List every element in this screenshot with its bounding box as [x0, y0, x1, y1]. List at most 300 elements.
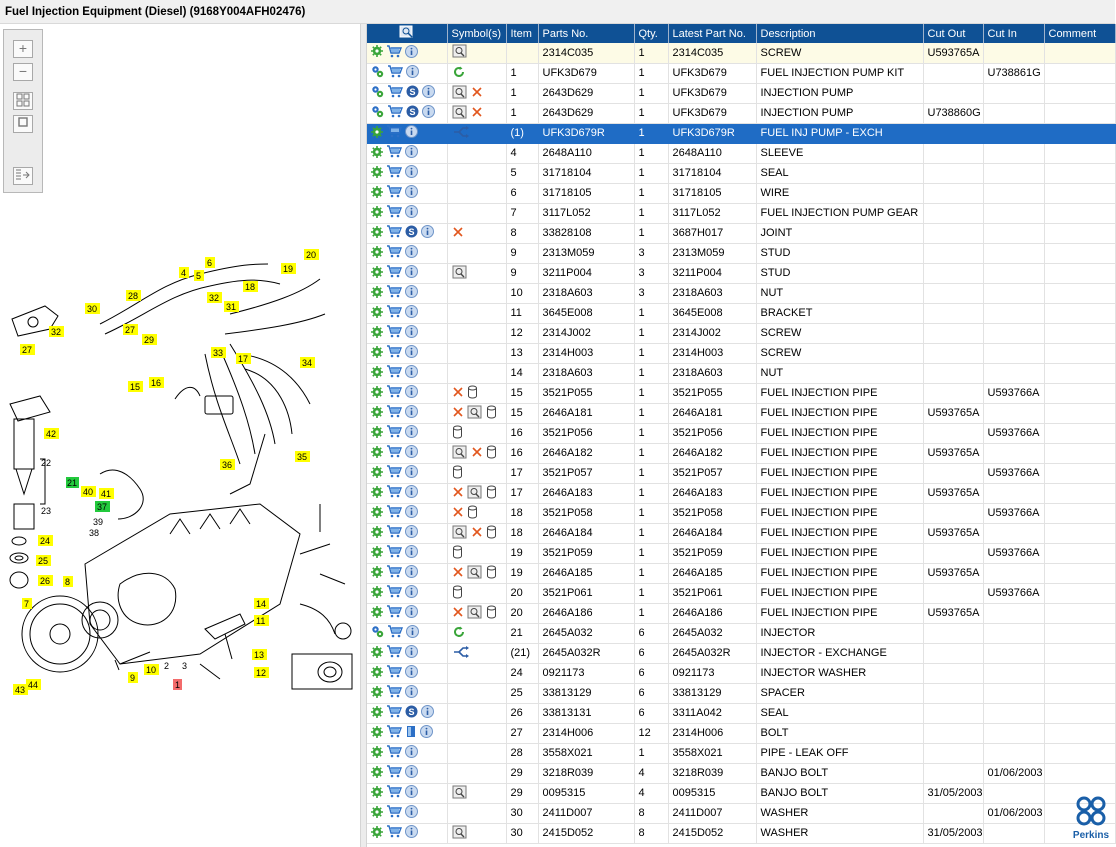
comment-cell [1044, 223, 1115, 243]
settings-gear-icon[interactable] [371, 506, 383, 521]
column-header-comment[interactable]: Comment [1044, 24, 1115, 43]
add-to-cart-icon[interactable] [386, 545, 402, 561]
qty-cell: 1 [634, 603, 668, 623]
add-to-cart-icon[interactable] [386, 125, 402, 141]
column-header-item[interactable]: Item [506, 24, 538, 43]
table-row[interactable] [367, 483, 1115, 503]
info-icon[interactable] [421, 705, 434, 721]
assembly-gears-icon[interactable] [371, 625, 384, 641]
info-icon[interactable] [405, 185, 418, 201]
cut-in-cell [983, 723, 1044, 743]
svg-text:21: 21 [67, 478, 78, 488]
settings-gear-icon[interactable] [371, 546, 383, 561]
column-header-cut-out[interactable]: Cut Out [923, 24, 983, 43]
add-to-cart-icon[interactable] [387, 105, 403, 121]
table-row[interactable] [367, 723, 1115, 743]
table-row[interactable] [367, 543, 1115, 563]
qty-cell: 1 [634, 463, 668, 483]
add-to-cart-icon[interactable] [386, 825, 402, 841]
comment-cell [1044, 123, 1115, 143]
settings-gear-icon[interactable] [371, 806, 383, 821]
actual-size-icon[interactable] [13, 115, 33, 133]
row-actions-cell [367, 303, 447, 323]
info-icon[interactable] [422, 85, 435, 101]
info-icon[interactable] [405, 745, 418, 761]
column-header-description[interactable]: Description [756, 24, 923, 43]
exploded-view-icon[interactable] [452, 525, 468, 542]
comment-cell [1044, 563, 1115, 583]
service-info-icon[interactable] [406, 85, 419, 101]
info-icon[interactable] [405, 545, 418, 561]
item-cell: 20 [506, 583, 538, 603]
add-to-cart-icon[interactable] [386, 585, 402, 601]
svg-text:8: 8 [65, 577, 71, 587]
exploded-view-icon[interactable] [467, 485, 483, 502]
add-to-cart-icon[interactable] [386, 265, 402, 281]
settings-gear-icon[interactable] [371, 466, 383, 481]
info-icon[interactable] [405, 685, 418, 701]
add-to-cart-icon[interactable] [386, 405, 402, 421]
cylinder-icon[interactable] [452, 585, 463, 602]
cut-in-cell [983, 603, 1044, 623]
cut-out-cell [923, 143, 983, 163]
settings-gear-icon[interactable] [371, 126, 383, 141]
settings-gear-icon[interactable] [371, 406, 383, 421]
svg-text:35: 35 [297, 452, 308, 462]
cylinder-icon[interactable] [486, 405, 497, 422]
add-to-cart-icon[interactable] [386, 365, 402, 381]
superseded-x-icon[interactable] [452, 606, 464, 621]
info-icon[interactable] [406, 65, 419, 81]
settings-gear-icon[interactable] [371, 166, 383, 181]
table-row[interactable] [367, 43, 1115, 63]
info-icon[interactable] [405, 45, 418, 61]
info-icon[interactable] [405, 325, 418, 341]
column-header-parts-no[interactable]: Parts No. [538, 24, 634, 43]
exploded-view-icon[interactable] [452, 105, 468, 122]
info-icon[interactable] [405, 585, 418, 601]
description-cell: WASHER [756, 803, 923, 823]
latest-part-no-cell: 2318A603 [668, 363, 756, 383]
info-icon[interactable] [422, 105, 435, 121]
table-row[interactable] [367, 523, 1115, 543]
cylinder-icon[interactable] [452, 545, 463, 562]
symbols-cell [447, 683, 506, 703]
add-to-cart-icon[interactable] [386, 805, 402, 821]
cylinder-icon[interactable] [486, 445, 497, 462]
settings-gear-icon[interactable] [371, 646, 383, 661]
add-to-cart-icon[interactable] [386, 605, 402, 621]
settings-gear-icon[interactable] [371, 486, 383, 501]
info-icon[interactable] [405, 405, 418, 421]
exploded-view-icon[interactable] [452, 445, 468, 462]
superseded-x-icon[interactable] [471, 86, 483, 101]
cylinder-icon[interactable] [452, 425, 463, 442]
row-actions-cell [367, 43, 447, 63]
exploded-view-icon[interactable] [452, 825, 468, 842]
exploded-view-icon[interactable] [452, 85, 468, 102]
symbols-cell [447, 763, 506, 783]
add-to-cart-icon[interactable] [386, 325, 402, 341]
table-row[interactable] [367, 303, 1115, 323]
description-cell: FUEL INJECTION PUMP KIT [756, 63, 923, 83]
reman-refresh-icon[interactable] [452, 65, 466, 82]
add-to-cart-icon[interactable] [386, 145, 402, 161]
settings-gear-icon[interactable] [371, 306, 383, 321]
table-row[interactable] [367, 163, 1115, 183]
add-to-cart-icon[interactable] [386, 385, 402, 401]
symbols-cell [447, 443, 506, 463]
cylinder-icon[interactable] [486, 605, 497, 622]
table-row[interactable] [367, 383, 1115, 403]
add-to-cart-icon[interactable] [386, 285, 402, 301]
symbols-cell [447, 503, 506, 523]
settings-gear-icon[interactable] [371, 346, 383, 361]
info-icon[interactable] [420, 725, 433, 741]
table-row[interactable] [367, 823, 1115, 843]
info-icon[interactable] [405, 285, 418, 301]
cut-out-cell: U593765A [923, 523, 983, 543]
settings-gear-icon[interactable] [371, 206, 383, 221]
parts-no-cell: 3117L052 [538, 203, 634, 223]
table-row[interactable] [367, 643, 1115, 663]
settings-gear-icon[interactable] [371, 666, 383, 681]
settings-gear-icon[interactable] [371, 226, 383, 241]
table-row[interactable] [367, 403, 1115, 423]
exchange-arrow-icon[interactable] [452, 125, 470, 142]
add-to-cart-icon[interactable] [386, 645, 402, 661]
info-icon[interactable] [405, 205, 418, 221]
row-actions-cell [367, 683, 447, 703]
table-row[interactable] [367, 243, 1115, 263]
cut-out-cell: U593765A [923, 443, 983, 463]
settings-gear-icon[interactable] [371, 766, 383, 781]
info-icon[interactable] [405, 565, 418, 581]
settings-gear-icon[interactable] [371, 286, 383, 301]
info-icon[interactable] [406, 625, 419, 641]
table-row[interactable] [367, 783, 1115, 803]
table-row[interactable] [367, 503, 1115, 523]
settings-gear-icon[interactable] [371, 246, 383, 261]
qty-cell: 1 [634, 343, 668, 363]
fit-page-icon[interactable] [13, 92, 33, 110]
table-row[interactable] [367, 63, 1115, 83]
add-to-cart-icon[interactable] [386, 785, 402, 801]
table-row[interactable] [367, 563, 1115, 583]
cut-in-cell [983, 103, 1044, 123]
info-icon[interactable] [405, 305, 418, 321]
add-to-cart-icon[interactable] [386, 185, 402, 201]
add-to-cart-icon[interactable] [386, 345, 402, 361]
add-to-cart-icon[interactable] [386, 485, 402, 501]
table-row[interactable] [367, 183, 1115, 203]
settings-gear-icon[interactable] [371, 186, 383, 201]
table-row[interactable] [367, 423, 1115, 443]
cut-in-cell [983, 743, 1044, 763]
add-to-cart-icon[interactable] [386, 465, 402, 481]
add-to-cart-icon[interactable] [386, 165, 402, 181]
column-header-cut-in[interactable]: Cut In [983, 24, 1044, 43]
table-row[interactable] [367, 663, 1115, 683]
add-to-cart-icon[interactable] [386, 225, 402, 241]
cylinder-icon[interactable] [486, 525, 497, 542]
superseded-x-icon[interactable] [452, 486, 464, 501]
add-to-cart-icon[interactable] [386, 305, 402, 321]
svg-text:S: S [409, 87, 416, 97]
item-cell: 1 [506, 63, 538, 83]
table-row[interactable] [367, 143, 1115, 163]
table-row[interactable] [367, 763, 1115, 783]
document-book-icon[interactable] [405, 725, 417, 741]
cut-in-cell: U593766A [983, 503, 1044, 523]
row-actions-cell [367, 423, 447, 443]
info-icon[interactable] [405, 245, 418, 261]
exploded-view-icon[interactable] [452, 265, 468, 282]
info-icon[interactable] [405, 825, 418, 841]
add-to-cart-icon[interactable] [386, 705, 402, 721]
settings-gear-icon[interactable] [371, 686, 383, 701]
svg-text:33: 33 [213, 348, 224, 358]
latest-part-no-cell: 3558X021 [668, 743, 756, 763]
info-icon[interactable] [405, 445, 418, 461]
table-row[interactable] [367, 323, 1115, 343]
info-icon[interactable] [405, 525, 418, 541]
parts-no-cell: 3521P061 [538, 583, 634, 603]
settings-gear-icon[interactable] [371, 266, 383, 281]
add-to-cart-icon[interactable] [387, 85, 403, 101]
qty-cell: 1 [634, 123, 668, 143]
info-icon[interactable] [405, 505, 418, 521]
assembly-gears-icon[interactable] [371, 85, 384, 101]
add-to-cart-icon[interactable] [386, 45, 402, 61]
info-icon[interactable] [405, 385, 418, 401]
settings-gear-icon[interactable] [371, 386, 383, 401]
service-info-icon[interactable] [405, 705, 418, 721]
cylinder-icon[interactable] [467, 385, 478, 402]
settings-gear-icon[interactable] [371, 606, 383, 621]
info-icon[interactable] [405, 665, 418, 681]
table-row[interactable] [367, 583, 1115, 603]
superseded-x-icon[interactable] [452, 506, 464, 521]
superseded-x-icon[interactable] [452, 406, 464, 421]
superseded-x-icon[interactable] [452, 566, 464, 581]
exploded-view-icon[interactable] [452, 785, 468, 802]
exploded-view-icon[interactable] [452, 44, 468, 61]
table-row[interactable] [367, 603, 1115, 623]
add-to-cart-icon[interactable] [386, 425, 402, 441]
row-actions-cell [367, 703, 447, 723]
add-to-cart-icon[interactable] [387, 65, 403, 81]
row-actions-cell [367, 523, 447, 543]
pane-splitter[interactable] [360, 24, 367, 847]
parts-no-cell: 2415D052 [538, 823, 634, 843]
info-icon[interactable] [405, 365, 418, 381]
table-row[interactable] [367, 223, 1115, 243]
cut-out-cell: U593765A [923, 43, 983, 63]
info-icon[interactable] [405, 485, 418, 501]
info-icon[interactable] [405, 125, 418, 141]
cut-in-cell [983, 343, 1044, 363]
superseded-x-icon[interactable] [471, 446, 483, 461]
svg-text:7: 7 [24, 599, 30, 609]
zoom-out-icon[interactable]: − [13, 63, 33, 81]
symbols-cell [447, 403, 506, 423]
svg-text:17: 17 [238, 354, 249, 364]
info-icon[interactable] [405, 765, 418, 781]
service-info-icon[interactable] [405, 225, 418, 241]
superseded-x-icon[interactable] [471, 106, 483, 121]
row-actions-cell [367, 183, 447, 203]
symbols-cell [447, 123, 506, 143]
settings-gear-icon[interactable] [371, 566, 383, 581]
comment-cell [1044, 463, 1115, 483]
assembly-gears-icon[interactable] [371, 65, 384, 81]
item-cell: 19 [506, 543, 538, 563]
symbols-cell [447, 783, 506, 803]
latest-part-no-cell: 3311A042 [668, 703, 756, 723]
add-to-cart-icon[interactable] [387, 625, 403, 641]
symbols-cell [447, 223, 506, 243]
settings-gear-icon[interactable] [371, 326, 383, 341]
add-to-cart-icon[interactable] [386, 505, 402, 521]
description-cell: BRACKET [756, 303, 923, 323]
column-header-tools[interactable] [367, 24, 447, 43]
info-icon[interactable] [405, 805, 418, 821]
cylinder-icon[interactable] [486, 565, 497, 582]
table-row[interactable] [367, 123, 1115, 143]
info-icon[interactable] [421, 225, 434, 241]
table-row[interactable] [367, 463, 1115, 483]
symbols-cell [447, 83, 506, 103]
info-icon[interactable] [405, 605, 418, 621]
add-to-cart-icon[interactable] [386, 565, 402, 581]
add-to-cart-icon[interactable] [386, 665, 402, 681]
add-to-cart-icon[interactable] [386, 245, 402, 261]
item-cell: 13 [506, 343, 538, 363]
add-to-cart-icon[interactable] [386, 765, 402, 781]
settings-gear-icon[interactable] [371, 826, 383, 841]
column-header-latest-part-no[interactable]: Latest Part No. [668, 24, 756, 43]
cut-out-cell [923, 743, 983, 763]
symbols-cell [447, 623, 506, 643]
exploded-view-icon[interactable] [467, 565, 483, 582]
settings-gear-icon[interactable] [371, 366, 383, 381]
table-row[interactable] [367, 343, 1115, 363]
exchange-arrow-icon[interactable] [452, 645, 470, 662]
table-row[interactable] [367, 83, 1115, 103]
settings-gear-icon[interactable] [371, 786, 383, 801]
table-row[interactable] [367, 743, 1115, 763]
info-icon[interactable] [405, 465, 418, 481]
cylinder-icon[interactable] [452, 465, 463, 482]
table-row[interactable] [367, 263, 1115, 283]
reman-refresh-icon[interactable] [452, 625, 466, 642]
info-icon[interactable] [405, 145, 418, 161]
qty-cell: 6 [634, 623, 668, 643]
cut-in-cell [983, 643, 1044, 663]
description-cell: FUEL INJECTION PIPE [756, 443, 923, 463]
row-actions-cell [367, 823, 447, 843]
info-icon[interactable] [405, 345, 418, 361]
parts-no-cell: 3645E008 [538, 303, 634, 323]
settings-gear-icon[interactable] [371, 726, 383, 741]
zoom-in-icon[interactable]: + [13, 40, 33, 58]
settings-gear-icon[interactable] [371, 706, 383, 721]
settings-gear-icon[interactable] [371, 586, 383, 601]
add-to-cart-icon[interactable] [386, 725, 402, 741]
table-row[interactable] [367, 703, 1115, 723]
table-row[interactable] [367, 283, 1115, 303]
service-info-icon[interactable] [406, 105, 419, 121]
add-to-cart-icon[interactable] [386, 445, 402, 461]
cut-in-cell [983, 823, 1044, 843]
superseded-x-icon[interactable] [471, 526, 483, 541]
info-icon[interactable] [405, 425, 418, 441]
cylinder-icon[interactable] [486, 485, 497, 502]
item-cell: 27 [506, 723, 538, 743]
latest-part-no-cell: 3521P059 [668, 543, 756, 563]
settings-gear-icon[interactable] [371, 45, 383, 60]
table-row[interactable] [367, 363, 1115, 383]
info-icon[interactable] [405, 785, 418, 801]
table-row[interactable] [367, 803, 1115, 823]
description-cell: NUT [756, 283, 923, 303]
description-cell: FUEL INJECTION PIPE [756, 403, 923, 423]
cut-out-cell [923, 463, 983, 483]
row-actions-cell [367, 563, 447, 583]
item-cell: 8 [506, 223, 538, 243]
info-icon[interactable] [405, 645, 418, 661]
row-actions-cell [367, 343, 447, 363]
add-to-cart-icon[interactable] [386, 685, 402, 701]
settings-gear-icon[interactable] [371, 426, 383, 441]
settings-gear-icon[interactable] [371, 146, 383, 161]
settings-gear-icon[interactable] [371, 446, 383, 461]
superseded-x-icon[interactable] [452, 226, 464, 241]
settings-gear-icon[interactable] [371, 746, 383, 761]
info-icon[interactable] [405, 165, 418, 181]
qty-cell: 6 [634, 643, 668, 663]
column-header-qty[interactable]: Qty. [634, 24, 668, 43]
detach-view-icon[interactable] [13, 167, 33, 185]
exploded-view-icon[interactable] [467, 405, 483, 422]
table-row[interactable] [367, 203, 1115, 223]
exploded-view-icon[interactable] [467, 605, 483, 622]
svg-text:32: 32 [209, 293, 220, 303]
add-to-cart-icon[interactable] [386, 525, 402, 541]
latest-part-no-cell: 2313M059 [668, 243, 756, 263]
comment-cell [1044, 603, 1115, 623]
add-to-cart-icon[interactable] [386, 205, 402, 221]
settings-gear-icon[interactable] [371, 526, 383, 541]
superseded-x-icon[interactable] [452, 386, 464, 401]
svg-text:29: 29 [144, 335, 155, 345]
column-header-symbols[interactable]: Symbol(s) [447, 24, 506, 43]
table-row[interactable] [367, 683, 1115, 703]
latest-part-no-cell: 31718105 [668, 183, 756, 203]
info-icon[interactable] [405, 265, 418, 281]
add-to-cart-icon[interactable] [386, 745, 402, 761]
cylinder-icon[interactable] [467, 505, 478, 522]
item-cell: 28 [506, 743, 538, 763]
item-cell: 9 [506, 243, 538, 263]
table-row[interactable] [367, 103, 1115, 123]
assembly-gears-icon[interactable] [371, 105, 384, 121]
latest-part-no-cell: 3521P056 [668, 423, 756, 443]
table-row[interactable] [367, 623, 1115, 643]
table-row[interactable] [367, 443, 1115, 463]
symbols-cell [447, 523, 506, 543]
